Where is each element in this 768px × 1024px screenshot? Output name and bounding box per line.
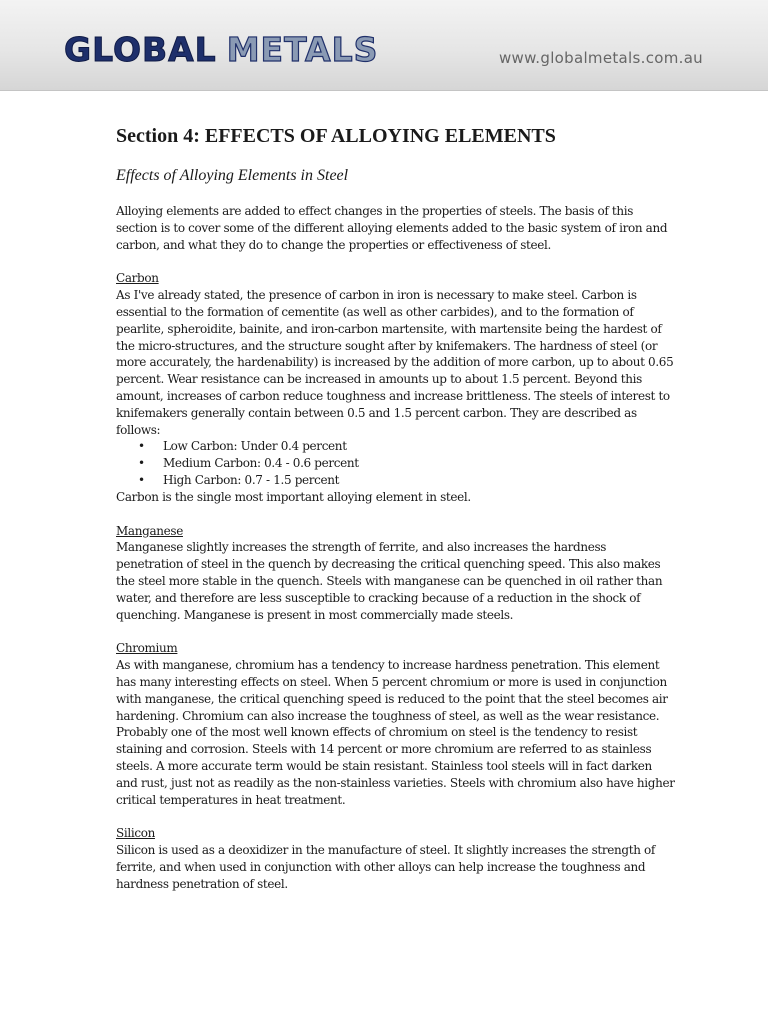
section-silicon bbox=[116, 825, 676, 892]
carbon-paragraph: As I've already stated, the presence of carbon in iron is necessary to make steel. Carbon is essential to the formation of cementite (as well as other carbides), and to the formation of pearlite, spheroidite, bainite, and iron-carbon martensite, with martensite being the hardest of the micro-structures, and the structure sought after by knifemakers. The hardness of steel (or more accurately, the hardenability) is increased by the addition of more carbon, up to about 0.65 percent. Wear resistance can be increased in amounts up to about 1.5 percent. Beyond this amount, increases of carbon reduce toughness and increase brittleness. The steels of interest to knifemakers generally contain between 0.5 and 1.5 percent carbon. They are described as follows: bbox=[116, 288, 674, 437]
manganese-heading: Manganese bbox=[116, 523, 183, 538]
page-header bbox=[0, 0, 768, 91]
logo-word-global: GLOBAL bbox=[64, 29, 217, 69]
website-url: www.globalmetals.com.au bbox=[498, 49, 703, 67]
section-chromium bbox=[116, 640, 676, 808]
section-carbon bbox=[116, 270, 676, 505]
logo-word-metals: METALS bbox=[226, 29, 379, 69]
carbon-closing-sentence: Carbon is the single most important alloying element in steel. bbox=[116, 489, 471, 504]
list-item: • Medium Carbon: 0.4 - 0.6 percent bbox=[138, 455, 676, 472]
section-manganese bbox=[116, 523, 676, 624]
list-item: • High Carbon: 0.7 - 1.5 percent bbox=[138, 472, 676, 489]
manganese-paragraph: Manganese slightly increases the strength of ferrite, and also increases the hardness penetration of steel in the quench by decreasing the critical quenching speed. This also makes the steel more stable in the quench. Steels with manganese can be quenched in oil rather than water, and therefore are less susceptible to cracking because of a reduction in the shock of quenching. Manganese is present in most commercially made steels. bbox=[116, 540, 663, 622]
carbon-heading: Carbon bbox=[116, 271, 159, 286]
spacer bbox=[116, 623, 676, 640]
global-metals-logo bbox=[64, 30, 378, 68]
chromium-heading: Chromium bbox=[116, 641, 178, 656]
list-item: • Low Carbon: Under 0.4 percent bbox=[138, 438, 676, 455]
spacer bbox=[116, 253, 676, 270]
section-title: Section 4: EFFECTS OF ALLOYING ELEMENTS bbox=[116, 125, 556, 147]
document-body bbox=[116, 124, 676, 892]
section-subtitle: Effects of Alloying Elements in Steel bbox=[116, 167, 349, 184]
intro-paragraph: Alloying elements are added to effect changes in the properties of steels. The basis of this section is to cover some of the different alloying elements added to the basic system of iron and carbon, and what they do to change the properties or effectiveness of steel. bbox=[116, 204, 668, 252]
spacer bbox=[116, 506, 676, 523]
silicon-paragraph: Silicon is used as a deoxidizer in the manufacture of steel. It slightly increases the strength of ferrite, and when used in conjunction with other alloys can help increase the toughness and hardness penetration of steel. bbox=[116, 843, 656, 891]
silicon-heading: Silicon bbox=[116, 826, 155, 841]
carbon-bullet-list bbox=[116, 438, 676, 488]
chromium-paragraph: As with manganese, chromium has a tendency to increase hardness penetration. This element has many interesting effects on steel. When 5 percent chromium or more is used in conjunction with manganese, the critical quenching speed is reduced to the point that the steel becomes air hardening. Chromium can also increase the toughness of steel, as well as the wear resistance. Probably one of the most well known effects of chromium on steel is the tendency to resist staining and corrosion. Steels with 14 percent or more chromium are referred to as stainless steels. A more accurate term would be stain resistant. Stainless tool steels will in fact darken and rust, just not as readily as the non-stainless varieties. Steels with chromium also have higher critical temperatures in heat treatment. bbox=[116, 658, 675, 807]
spacer bbox=[116, 808, 676, 825]
